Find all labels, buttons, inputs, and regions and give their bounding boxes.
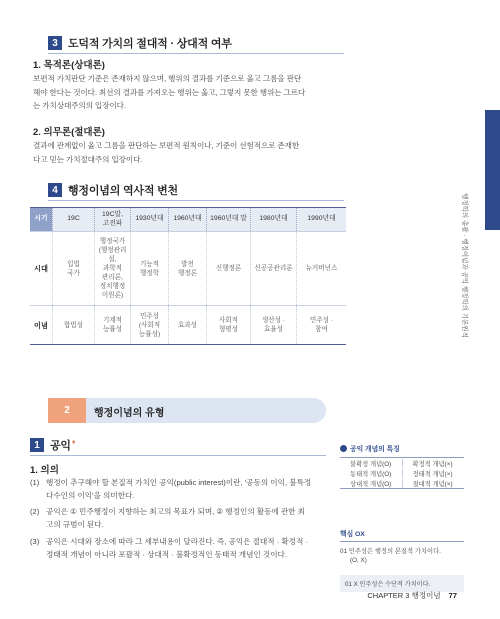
section-number: 1 [30, 438, 44, 452]
section-title: 도덕적 가치의 절대적 · 상대적 여부 [68, 38, 232, 50]
table-header-cell: 시기 [30, 208, 52, 231]
table-cell: 효과성 [168, 306, 206, 344]
table-row [30, 231, 346, 305]
footer-chapter-name: 행정이념 [411, 591, 441, 600]
subheading: 1. 의의 [30, 465, 59, 476]
subheading: 1. 목적론(상대론) [33, 60, 105, 71]
concept-sidebox [340, 443, 464, 489]
table-cell: 신공공관리론 [250, 232, 296, 305]
table-cell: 민주성 · 참여 [296, 306, 346, 344]
key-mark-icon: ♦ [71, 438, 76, 446]
table-cell: 이념 [34, 320, 48, 330]
side-tab-text: PART 1 행정학의 총괄 · 행정이념과 공익 행정학의 기본원칙 [461, 165, 468, 338]
quiz-answer: 01 X 민주성은 수단적 가치이다. [340, 575, 464, 592]
section-1-header [30, 437, 75, 453]
quiz-box [340, 528, 464, 592]
table-cell: 입법 국가 [52, 232, 94, 305]
chapter-number: 2 [48, 398, 86, 423]
table-row: 동태적 개념(O) 정태적 개념(×) [340, 468, 464, 478]
paragraph: 결과에 관계없이 옳고 그름을 판단하는 보편적 원칙이나, 기준이 선험적으로 존재한 다고 믿는 가치절대주의 입장이다. [33, 141, 300, 164]
table-cell: 행정국가 (행정관리설, 과학적 관리론, 정치행정 이원론) [94, 232, 130, 305]
table-header-cell: 19C말, 고전파 [94, 208, 130, 231]
table-cell: 사회적 형평성 [206, 306, 250, 344]
table-cell: 발전 행정론 [168, 232, 206, 305]
chapter-title: 행정이념의 유형 [94, 408, 165, 419]
table-cell: 기능적 행정학 [130, 232, 168, 305]
table-header-cell: 1930년대 [130, 208, 168, 231]
section-4-header [48, 182, 178, 198]
timeline-table [30, 207, 346, 345]
table-header-cell: 1990년대 [296, 208, 346, 231]
table-cell: 민주성 (사회적 능률성) [130, 306, 168, 344]
divider [30, 455, 326, 456]
table-cell: 합법성 [52, 306, 94, 344]
quiz-title: 핵심 OX [340, 528, 464, 542]
sidebox-title: 공익 개념의 특징 [340, 443, 464, 453]
divider [48, 53, 344, 54]
table-header-cell: 1980년대 [250, 208, 296, 231]
table-row: 상대적 개념(O) 절대적 개념(×) [340, 478, 464, 488]
page-footer [367, 590, 457, 601]
divider [48, 200, 344, 201]
table-cell: 생산성 · 효율성 [250, 306, 296, 344]
section-number: 3 [48, 36, 62, 50]
table-cell: 뉴거버넌스 [296, 232, 346, 305]
table-row [30, 305, 346, 345]
bullet-icon [340, 445, 347, 452]
table-header-row [30, 207, 346, 231]
quiz-question: 01 민주성은 행정의 본질적 가치이다. (O, X) [340, 548, 441, 564]
paragraph: 보편적 가치판단 기준은 존재하지 않으며, 행위의 결과를 기준으로 옳고 그름을 판단 해야 한다는 것이다. 최선의 결과를 가져오는 행위는 옳고, 그렇지 못한 행위는 그르다 는 가치상대주의의 입장이다. [33, 74, 306, 110]
table-header-cell: 19C [52, 208, 94, 231]
table-cell: 기계적 능률성 [94, 306, 130, 344]
table-cell: 시대 [34, 264, 48, 273]
section-3-header [48, 35, 232, 51]
table-header-cell: 1960년대 말 [206, 208, 250, 231]
section-title: 행정이념의 역사적 변천 [68, 185, 178, 197]
part-side-tab [485, 110, 500, 230]
sidebox-table [340, 457, 464, 489]
table-cell: 신행정론 [206, 232, 250, 305]
chapter-banner [48, 398, 326, 423]
section-title: 공익 [50, 440, 71, 452]
section-number: 4 [48, 183, 62, 197]
table-row: 불확정 개념(O) 확정적 개념(×) [340, 458, 464, 468]
subheading: 2. 의무론(절대론) [33, 127, 105, 138]
page-number: 77 [448, 591, 457, 600]
footer-chapter: CHAPTER 3 [367, 591, 410, 600]
table-header-cell: 1960년대 [168, 208, 206, 231]
